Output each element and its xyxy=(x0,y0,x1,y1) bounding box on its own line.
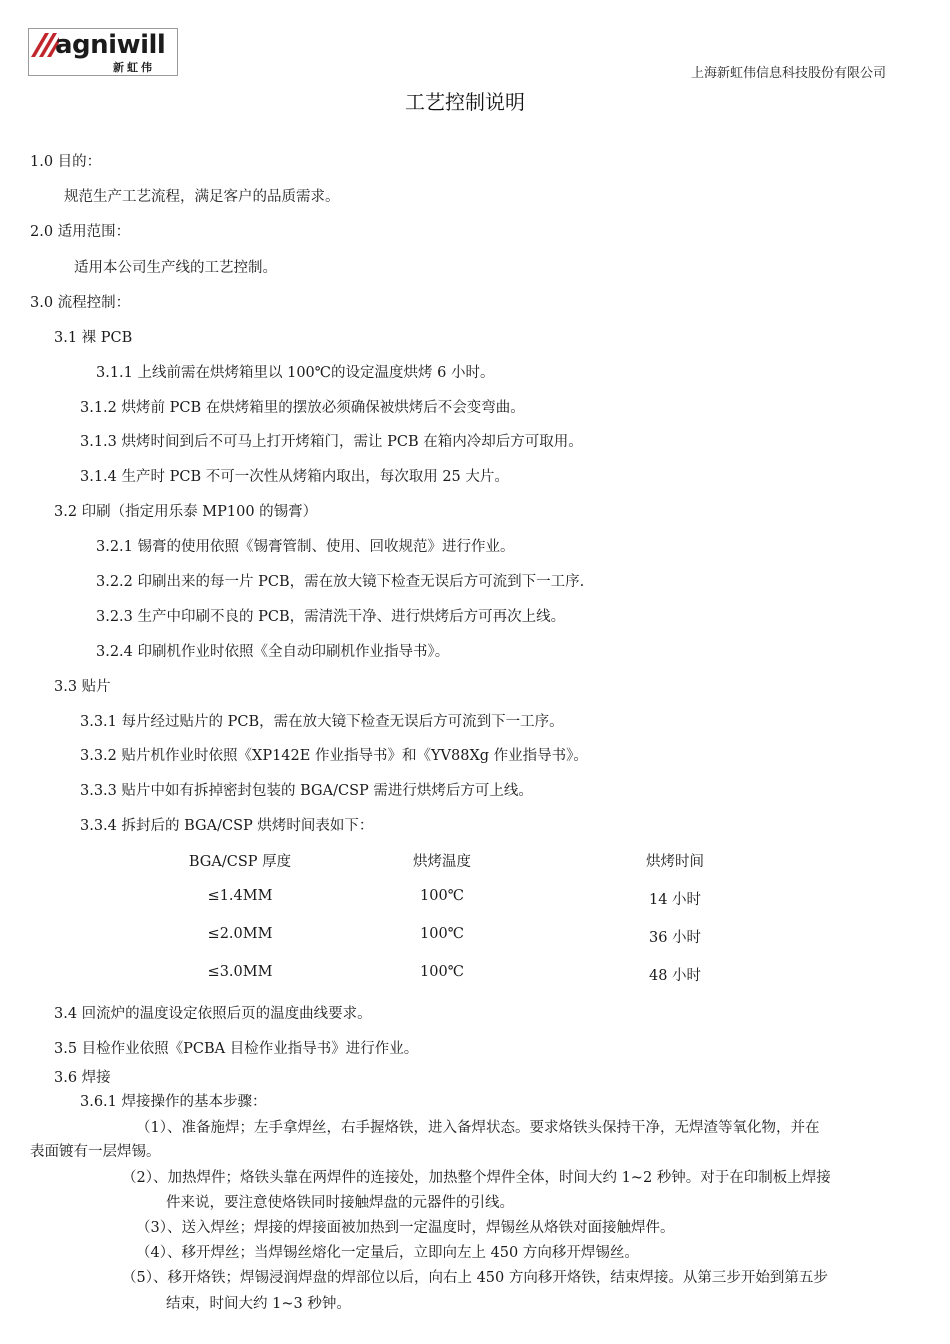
section-3-2-heading: 3.2 印刷（指定用乐泰 MP100 的锡膏） xyxy=(54,504,318,520)
section-3-3-heading: 3.3 贴片 xyxy=(54,679,111,695)
table-cell: 36 小时 xyxy=(648,930,702,946)
logo-subtitle: 新虹伟 xyxy=(113,61,155,74)
section-3-5: 3.5 目检作业依照《PCBA 目检作业指导书》进行作业。 xyxy=(54,1041,419,1057)
table-cell: ≤1.4MM xyxy=(207,888,273,904)
section-3-4: 3.4 回流炉的温度设定依照后页的温度曲线要求。 xyxy=(54,1006,372,1022)
table-cell: 14 小时 xyxy=(648,892,702,908)
section-2-text: 适用本公司生产线的工艺控制。 xyxy=(74,260,277,276)
step-5-line-2: 结束，时间大约 1~3 秒钟。 xyxy=(166,1296,351,1312)
section-3-1-3: 3.1.3 烘烤时间到后不可马上打开烤箱门，需让 PCB 在箱内冷却后方可取用。 xyxy=(80,434,583,450)
table-cell: 48 小时 xyxy=(648,968,702,984)
section-3-1-heading: 3.1 裸 PCB xyxy=(54,330,133,346)
step-5-line-1: （5）、移开烙铁；焊锡浸润焊盘的焊部位以后，向右上 450 方向移开烙铁，结束焊接。从第三步开始到第五步 xyxy=(122,1270,828,1286)
section-3-3-4: 3.3.4 拆封后的 BGA/CSP 烘烤时间表如下： xyxy=(80,818,374,834)
company-name: 上海新虹伟信息科技股份有限公司 xyxy=(690,66,886,81)
step-2-line-2: 件来说，要注意使烙铁同时接触焊盘的元器件的引线。 xyxy=(166,1195,514,1211)
section-3-3-3: 3.3.3 贴片中如有拆掉密封包装的 BGA/CSP 需进行烘烤后方可上线。 xyxy=(80,783,533,799)
section-3-2-4: 3.2.4 印刷机作业时依照《全自动印刷机作业指导书》。 xyxy=(96,644,450,660)
section-3-6-1: 3.6.1 焊接操作的基本步骤： xyxy=(80,1094,267,1110)
section-3-3-1: 3.3.1 每片经过贴片的 PCB，需在放大镜下检查无误后方可流到下一工序。 xyxy=(80,714,564,730)
section-3-6-heading: 3.6 焊接 xyxy=(54,1070,111,1086)
step-3: （3）、送入焊丝；焊接的焊接面被加热到一定温度时，焊锡丝从烙铁对面接触焊件。 xyxy=(136,1220,675,1236)
section-3-1-1: 3.1.1 上线前需在烘烤箱里以 100℃的设定温度烘烤 6 小时。 xyxy=(96,365,495,381)
section-3-2-2: 3.2.2 印刷出来的每一片 PCB，需在放大镜下检查无误后方可流到下一工序. xyxy=(96,574,585,590)
step-1-line-2: 表面镀有一层焊锡。 xyxy=(30,1144,161,1160)
section-2-heading: 2.0 适用范围： xyxy=(30,224,131,240)
table-cell: 100℃ xyxy=(420,888,464,904)
table-header-thickness: BGA/CSP 厚度 xyxy=(188,854,292,870)
company-logo xyxy=(28,28,178,76)
logo-wordmark: agniwill xyxy=(55,30,166,60)
section-3-1-2: 3.1.2 烘烤前 PCB 在烘烤箱里的摆放必须确保被烘烤后不会变弯曲。 xyxy=(80,400,525,416)
table-header-temperature: 烘烤温度 xyxy=(413,854,471,870)
section-1-heading: 1.0 目的： xyxy=(30,154,102,170)
section-3-3-2: 3.3.2 贴片机作业时依照《XP142E 作业指导书》和《YV88Xg 作业指导书》。 xyxy=(80,748,588,764)
section-3-2-1: 3.2.1 锡膏的使用依照《锡膏管制、使用、回收规范》进行作业。 xyxy=(96,539,515,555)
step-4: （4）、移开焊丝；当焊锡丝熔化一定量后，立即向左上 450 方向移开焊锡丝。 xyxy=(136,1245,639,1261)
section-3-2-3: 3.2.3 生产中印刷不良的 PCB，需清洗干净、进行烘烤后方可再次上线。 xyxy=(96,609,566,625)
section-3-heading: 3.0 流程控制： xyxy=(30,295,131,311)
table-cell: 100℃ xyxy=(420,926,464,942)
table-cell: ≤3.0MM xyxy=(207,964,273,980)
document-title: 工艺控制说明 xyxy=(405,90,525,114)
table-cell: ≤2.0MM xyxy=(207,926,273,942)
step-2-line-1: （2）、加热焊件；烙铁头靠在两焊件的连接处，加热整个焊件全体，时间大约 1~2 秒钟。对于在印制板上焊接 xyxy=(122,1170,831,1186)
section-3-1-4: 3.1.4 生产时 PCB 不可一次性从烤箱内取出，每次取用 25 大片。 xyxy=(80,469,509,485)
section-1-text: 规范生产工艺流程，满足客户的品质需求。 xyxy=(64,189,340,205)
step-1-line-1: （1）、准备施焊；左手拿焊丝，右手握烙铁，进入备焊状态。要求烙铁头保持干净，无焊渣等氧化物，并在 xyxy=(136,1120,820,1136)
table-cell: 100℃ xyxy=(420,964,464,980)
table-header-time: 烘烤时间 xyxy=(646,854,704,870)
